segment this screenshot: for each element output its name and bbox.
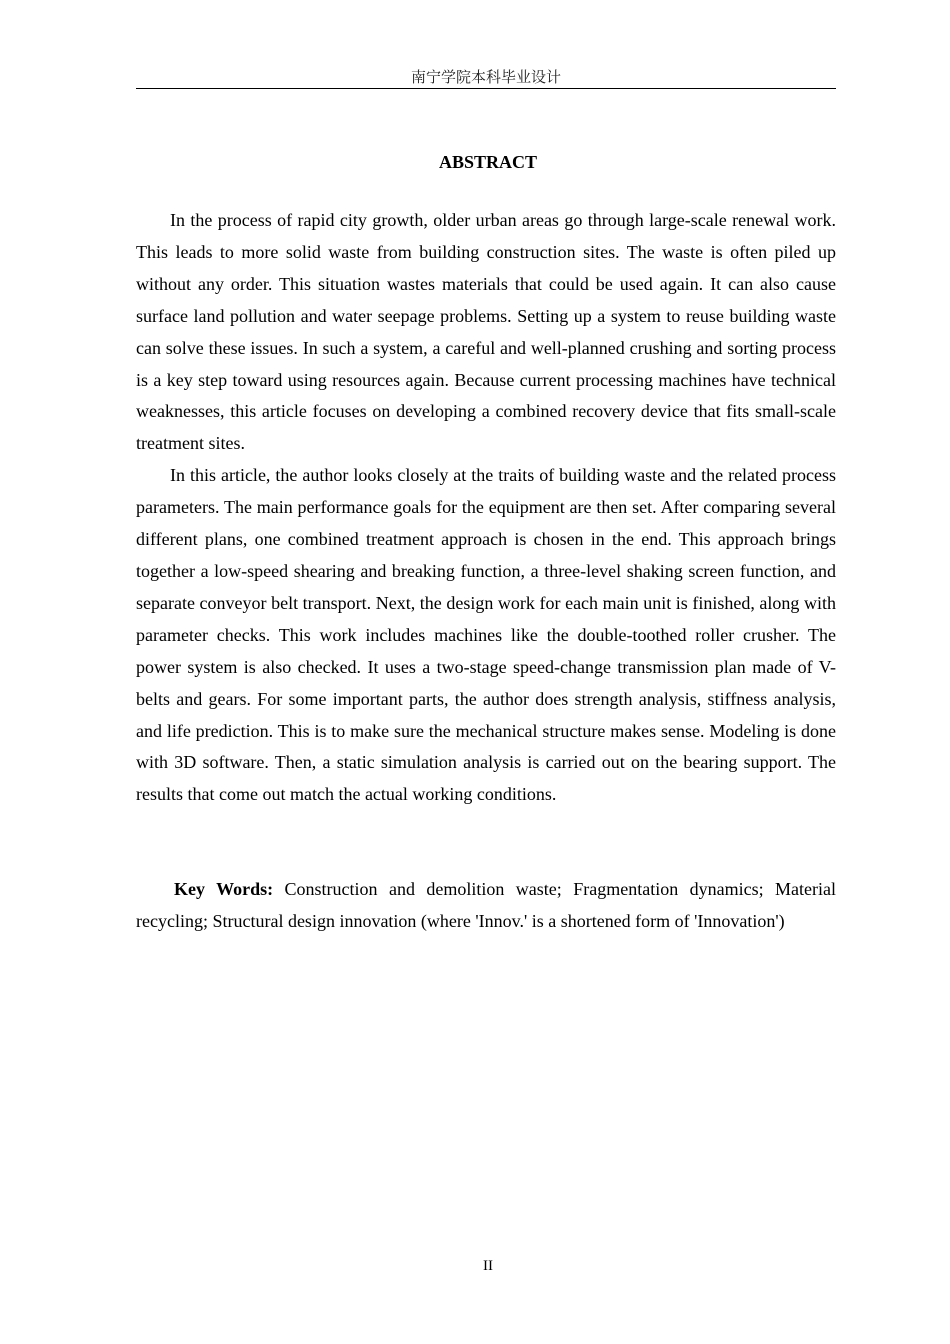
running-header: 南宁学院本科毕业设计 <box>410 68 561 86</box>
abstract-paragraph-2: In this article, the author looks closely at the traits of building waste and the related process parameters. The main performance goals for the equipment are then set. After comparing several different plans, one combined treatment approach is chosen in the end. This approach brings together a low-speed shearing and breaking function, a three-level shaking screen function, and separate conveyor belt transport. Next, the design work for each main unit is finished, along with parameter checks. This work includes machines like the double-toothed roller crusher. The power system is also checked. It uses a two-stage speed-change transmission plan made of V-belts and gears. For some important parts, the author does strength analysis, stiffness analysis, and life prediction. This is to make sure the mechanical structure makes sense. Modeling is done with 3D software. Then, a static simulation analysis is carried out on the bearing support. The results that come out match the actual working conditions. <box>136 465 836 805</box>
header-rule <box>136 88 836 89</box>
page-number: II <box>483 1258 493 1274</box>
keywords-text: Construction and demolition waste; Fragmentation dynamics; Material recycling; Structural design innovation (where 'Innov.' is a shortened form of 'Innovation') <box>136 879 837 931</box>
keywords-paragraph <box>136 874 836 938</box>
abstract-paragraph-1: In the process of rapid city growth, older urban areas go through large-scale renewal work. This leads to more solid waste from building construction sites. The waste is often piled up without any order. This situation wastes materials that could be used again. It can also cause surface land pollution and water seepage problems. Setting up a system to reuse building waste can solve these issues. In such a system, a careful and well-planned crushing and sorting process is a key step toward using resources again. Because current processing machines have technical weaknesses, this article focuses on developing a combined recovery device that fits small-scale treatment sites. <box>136 210 836 454</box>
abstract-title: ABSTRACT <box>438 152 538 172</box>
abstract-body <box>136 205 836 811</box>
keywords-label: Key Words: <box>174 879 274 899</box>
